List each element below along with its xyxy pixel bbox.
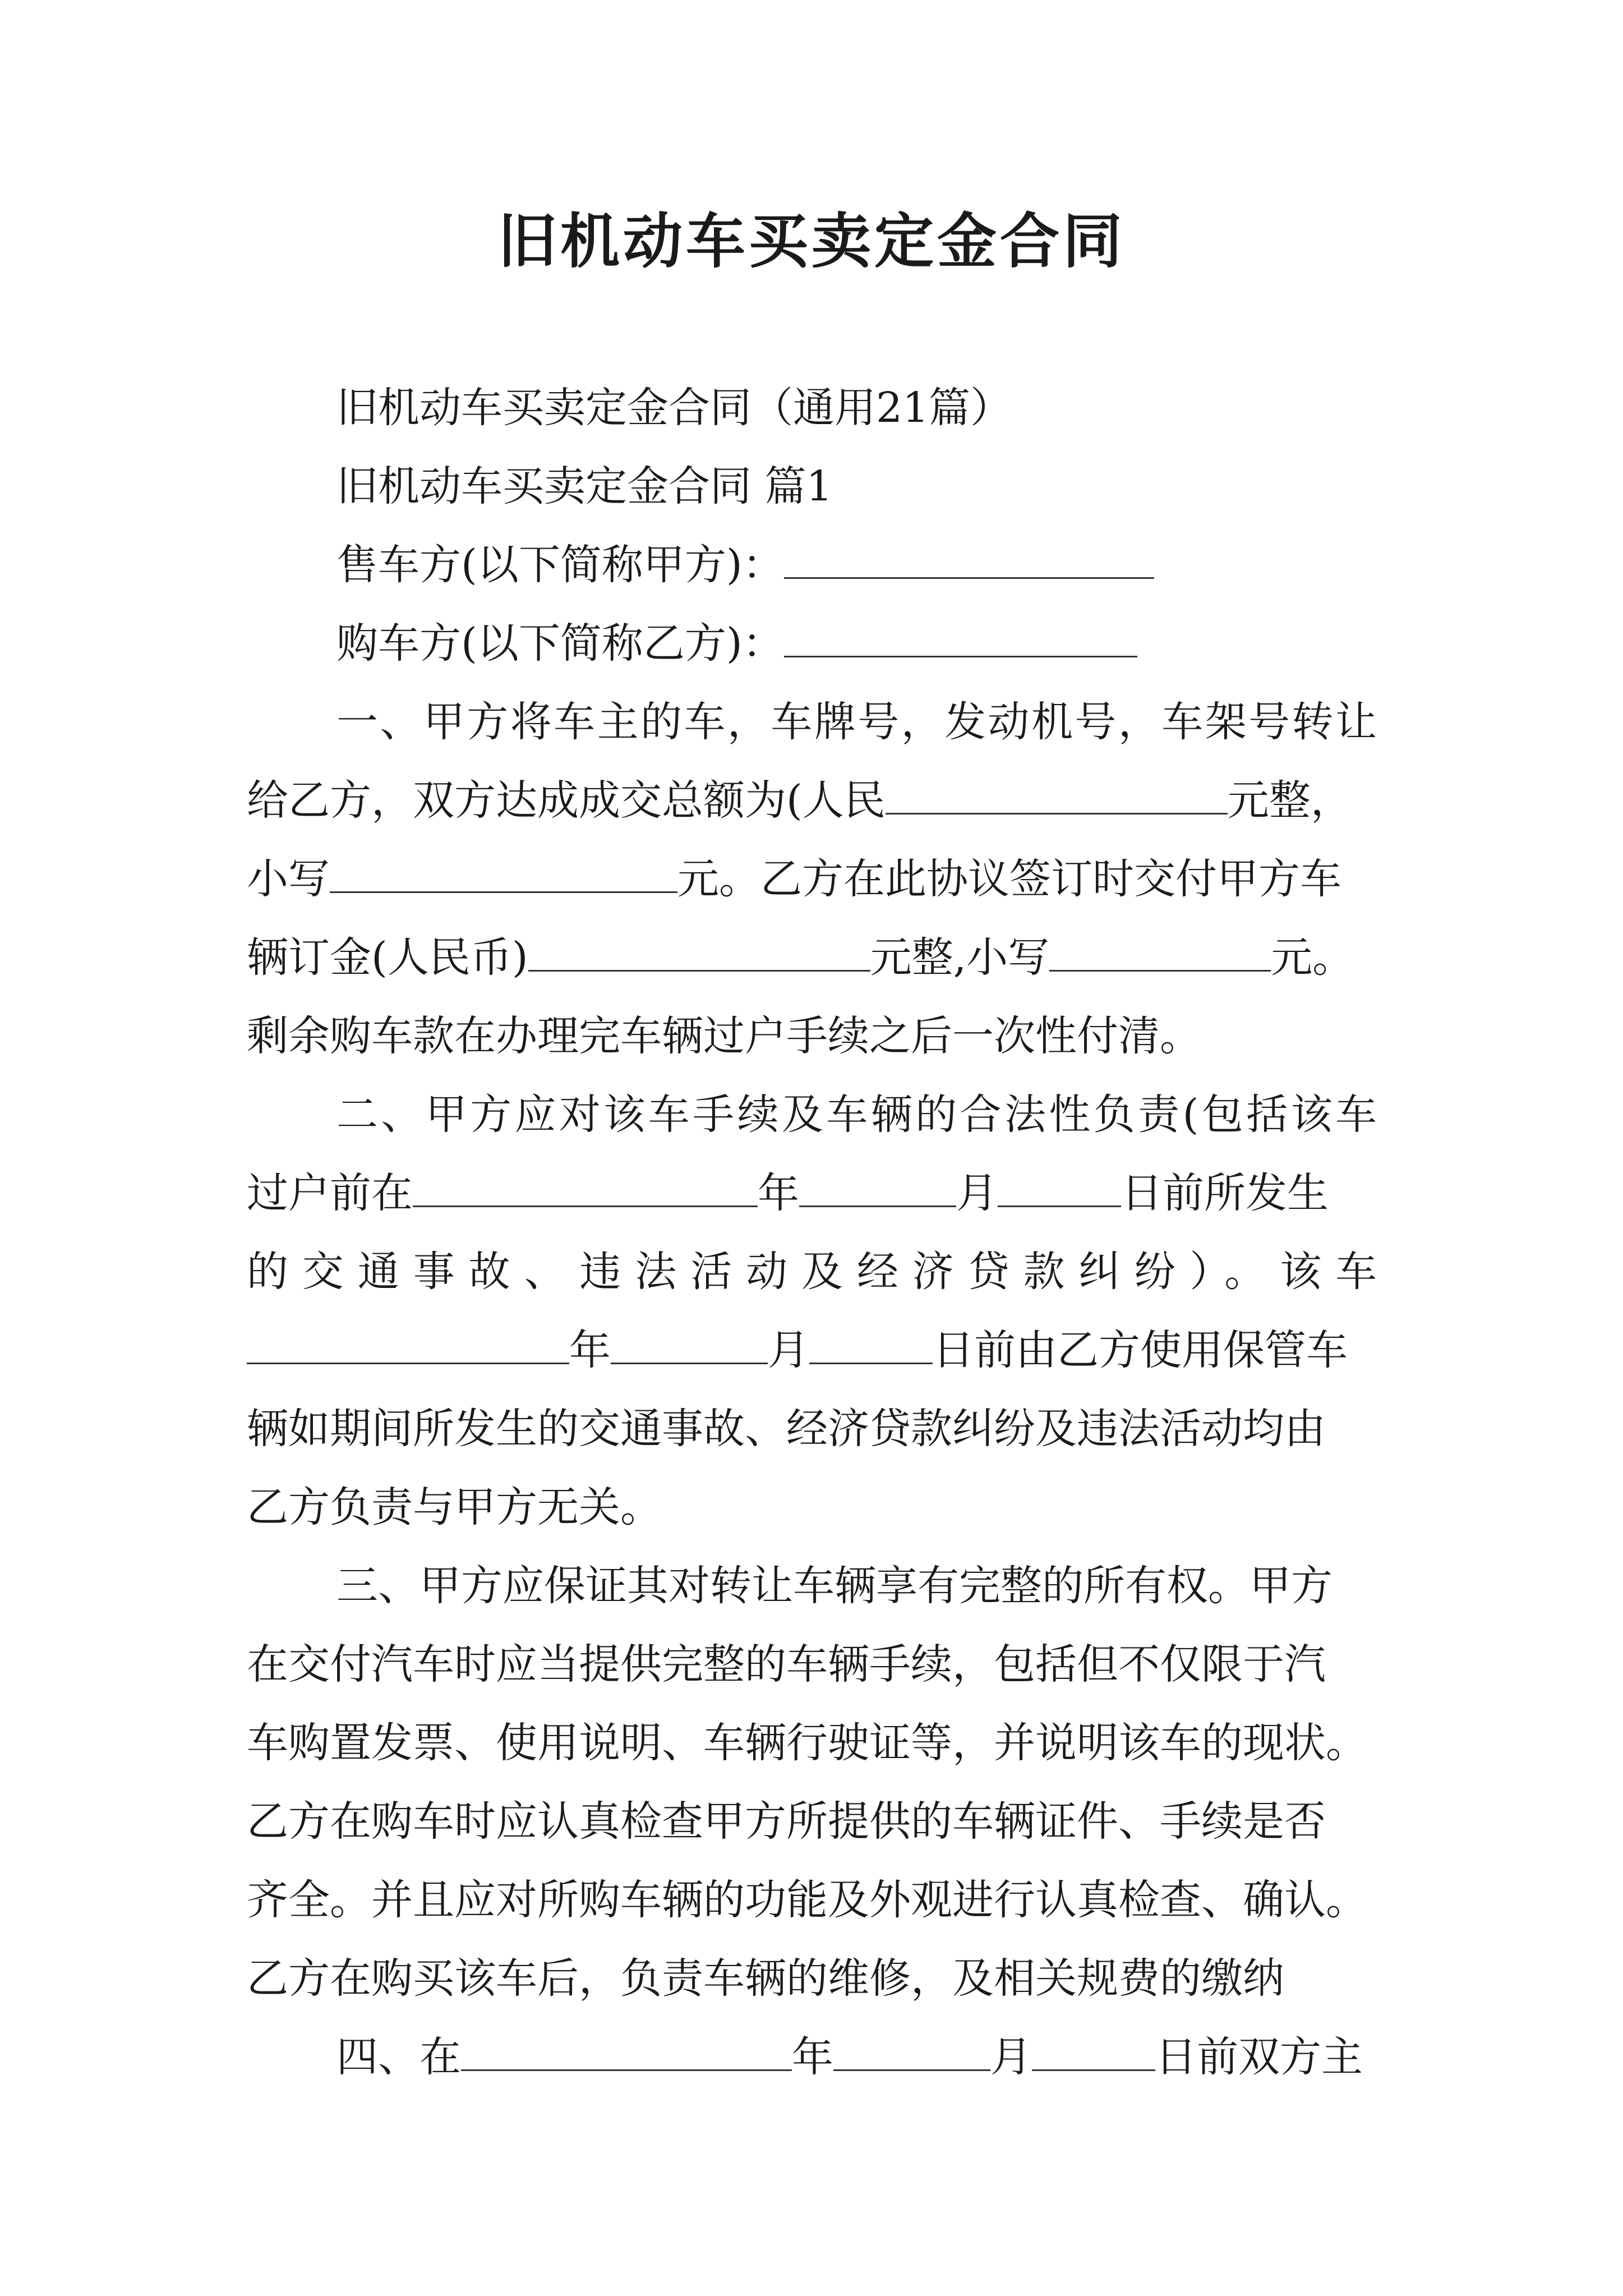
year-blank xyxy=(461,2030,792,2071)
clause-1-line-3 xyxy=(247,851,1341,907)
clause-3-line-4: 乙方在购车时应认真检查甲方所提供的车辆证件、手续是否 xyxy=(247,1797,1326,1846)
document-title: 旧机动车买卖定金合同 xyxy=(497,206,1126,276)
clause-3-line-5: 齐全。并且应对所购车辆的功能及外观进行认真检查、确认。 xyxy=(247,1876,1367,1924)
amount-rmb-blank xyxy=(886,774,1228,815)
day-blank xyxy=(1032,2030,1155,2071)
clause-3-line-6: 乙方在购买该车后，负责车辆的维修，及相关规费的缴纳 xyxy=(247,1954,1284,2003)
amount-small-blank xyxy=(330,852,677,893)
clause-text: 年 xyxy=(792,2033,833,2081)
day-blank xyxy=(809,1323,933,1364)
clause-2-line-6: 乙方负责与甲方无关。 xyxy=(247,1483,662,1531)
seller-label: 售车方(以下简称甲方)： xyxy=(336,541,784,589)
deposit-small-blank xyxy=(1049,931,1271,972)
clause-text: 元。乙方在此协议签订时交付甲方车 xyxy=(677,855,1341,903)
clause-text: 四、在 xyxy=(336,2033,461,2081)
month-blank xyxy=(611,1323,768,1364)
buyer-blank xyxy=(784,616,1137,657)
clause-1-line-2 xyxy=(247,772,1352,829)
buyer-line xyxy=(336,615,1137,671)
clause-1-line-4 xyxy=(247,930,1354,986)
clause-text: 年 xyxy=(758,1169,799,1217)
clause-text: 元整,小写 xyxy=(870,933,1050,982)
clause-text: 年 xyxy=(569,1326,611,1374)
clause-text: 元。 xyxy=(1271,933,1354,982)
seller-line xyxy=(336,537,1154,593)
clause-text: 月 xyxy=(768,1326,809,1374)
clause-2-line-5: 辆如期间所发生的交通事故、经济贷款纠纷及违法活动均由 xyxy=(247,1405,1326,1453)
month-blank xyxy=(833,2030,990,2071)
clause-text: 辆订金(人民币) xyxy=(247,933,528,982)
clause-1-line-5: 剩余购车款在办理完车辆过户手续之后一次性付清。 xyxy=(247,1012,1201,1060)
year-blank xyxy=(413,1166,758,1207)
clause-text: 日前所发生 xyxy=(1121,1169,1329,1217)
clause-text: 月 xyxy=(990,2033,1032,2081)
section-heading: 旧机动车买卖定金合同 篇1 xyxy=(336,462,833,510)
clause-text: 日前双方主 xyxy=(1155,2033,1363,2081)
clause-4-line-1 xyxy=(336,2029,1363,2085)
subtitle-collection: 旧机动车买卖定金合同（通用21篇） xyxy=(336,384,1012,432)
buyer-label: 购车方(以下简称乙方)： xyxy=(336,619,784,668)
clause-2-line-2 xyxy=(247,1165,1329,1221)
clause-2-line-4 xyxy=(247,1322,1348,1378)
clause-text: 给乙方，双方达成成交总额为(人民 xyxy=(247,776,886,825)
clause-text: 元整， xyxy=(1227,776,1352,825)
day-blank xyxy=(998,1166,1121,1207)
clause-3-line-2: 在交付汽车时应当提供完整的车辆手续，包括但不仅限于汽 xyxy=(247,1640,1326,1688)
seller-blank xyxy=(784,538,1154,579)
clause-2-line-3: 的交通事故、违法活动及经济贷款纠纷）。该车 xyxy=(247,1248,1377,1296)
clause-text: 小写 xyxy=(247,855,330,903)
deposit-rmb-blank xyxy=(528,931,870,972)
clause-1-line-1: 一、甲方将车主的车，车牌号，发动机号，车架号转让 xyxy=(336,698,1377,746)
year-blank xyxy=(247,1323,569,1364)
clause-2-line-1: 二、甲方应对该车手续及车辆的合法性负责(包括该车 xyxy=(336,1091,1377,1139)
clause-text: 月 xyxy=(956,1169,998,1217)
clause-text: 日前由乙方使用保管车 xyxy=(933,1326,1348,1374)
month-blank xyxy=(799,1166,956,1207)
clause-3-line-1: 三、甲方应保证其对转让车辆享有完整的所有权。甲方 xyxy=(336,1562,1332,1610)
clause-3-line-3: 车购置发票、使用说明、车辆行驶证等，并说明该车的现状。 xyxy=(247,1719,1367,1767)
clause-text: 过户前在 xyxy=(247,1169,413,1217)
